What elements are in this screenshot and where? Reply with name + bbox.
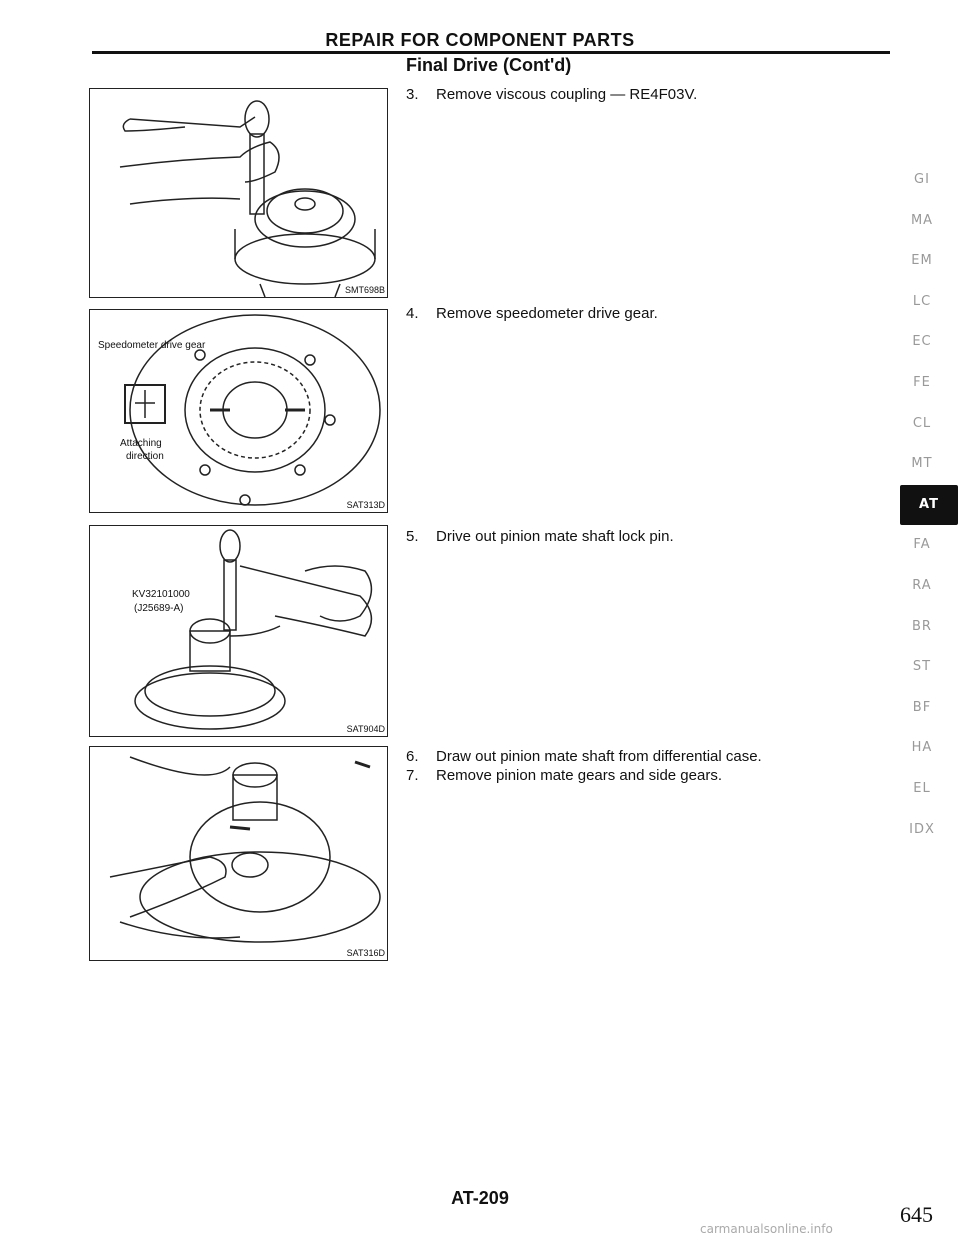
tab-lc[interactable]: LC bbox=[912, 293, 932, 309]
section-title: Final Drive (Cont'd) bbox=[406, 55, 572, 75]
tab-br[interactable]: BR bbox=[912, 618, 932, 634]
tab-ha[interactable]: HA bbox=[911, 740, 933, 756]
step-5 bbox=[406, 528, 674, 545]
page-header-title: REPAIR FOR COMPONENT PARTS bbox=[325, 30, 635, 50]
tab-em[interactable]: EM bbox=[911, 253, 933, 269]
tab-at-active[interactable]: AT bbox=[900, 485, 958, 526]
step-text: Remove pinion mate gears and side gears. bbox=[436, 767, 722, 784]
label-attaching: Attaching bbox=[120, 438, 162, 449]
step-7 bbox=[406, 767, 722, 784]
figure-lock-pin bbox=[89, 525, 388, 737]
tab-mt[interactable]: MT bbox=[911, 456, 933, 472]
figure-code: SAT313D bbox=[346, 500, 385, 510]
figure-code: SAT316D bbox=[346, 948, 385, 958]
step-3 bbox=[406, 86, 697, 103]
page-number: 645 bbox=[900, 1202, 933, 1227]
header-rule bbox=[92, 51, 890, 54]
step-number: 4. bbox=[406, 305, 419, 322]
step-number: 5. bbox=[406, 528, 419, 545]
figure-illustration bbox=[90, 89, 387, 297]
figure-pinion-gears bbox=[89, 746, 388, 961]
tab-cl[interactable]: CL bbox=[912, 415, 932, 431]
page-label: AT-209 bbox=[451, 1188, 509, 1208]
label-tool-number: KV32101000 bbox=[132, 589, 190, 600]
section-tabs bbox=[900, 160, 944, 850]
tab-fa[interactable]: FA bbox=[913, 537, 931, 553]
step-text: Draw out pinion mate shaft from differential case. bbox=[436, 748, 762, 765]
step-6 bbox=[406, 748, 762, 765]
tab-gi[interactable]: GI bbox=[914, 172, 930, 187]
tab-st[interactable]: ST bbox=[912, 659, 932, 675]
step-number: 7. bbox=[406, 767, 419, 784]
step-text: Remove speedometer drive gear. bbox=[436, 305, 658, 322]
step-number: 6. bbox=[406, 748, 419, 765]
label-tool-alt-number: (J25689-A) bbox=[134, 603, 184, 614]
step-4 bbox=[406, 305, 658, 322]
tab-idx[interactable]: IDX bbox=[909, 821, 935, 837]
figure-viscous-coupling bbox=[89, 88, 388, 298]
tab-bf[interactable]: BF bbox=[912, 699, 932, 715]
step-text: Remove viscous coupling — RE4F03V. bbox=[436, 86, 698, 103]
figure-code: SMT698B bbox=[344, 285, 385, 295]
label-speedometer-drive-gear: Speedometer drive gear bbox=[98, 340, 206, 351]
step-text: Drive out pinion mate shaft lock pin. bbox=[436, 528, 674, 545]
figure-code: SAT904D bbox=[346, 724, 385, 734]
figure-illustration bbox=[90, 526, 387, 736]
figure-illustration bbox=[90, 747, 387, 960]
label-direction: direction bbox=[126, 451, 164, 462]
tab-el[interactable]: EL bbox=[913, 780, 931, 796]
tab-ec[interactable]: EC bbox=[912, 334, 932, 350]
figure-speedometer-gear bbox=[89, 309, 388, 513]
tab-ra[interactable]: RA bbox=[912, 577, 932, 593]
step-number: 3. bbox=[406, 86, 419, 103]
watermark-text: carmanualsonline.info bbox=[700, 1222, 833, 1236]
tab-ma[interactable]: MA bbox=[910, 212, 934, 228]
tab-fe[interactable]: FE bbox=[913, 374, 931, 390]
